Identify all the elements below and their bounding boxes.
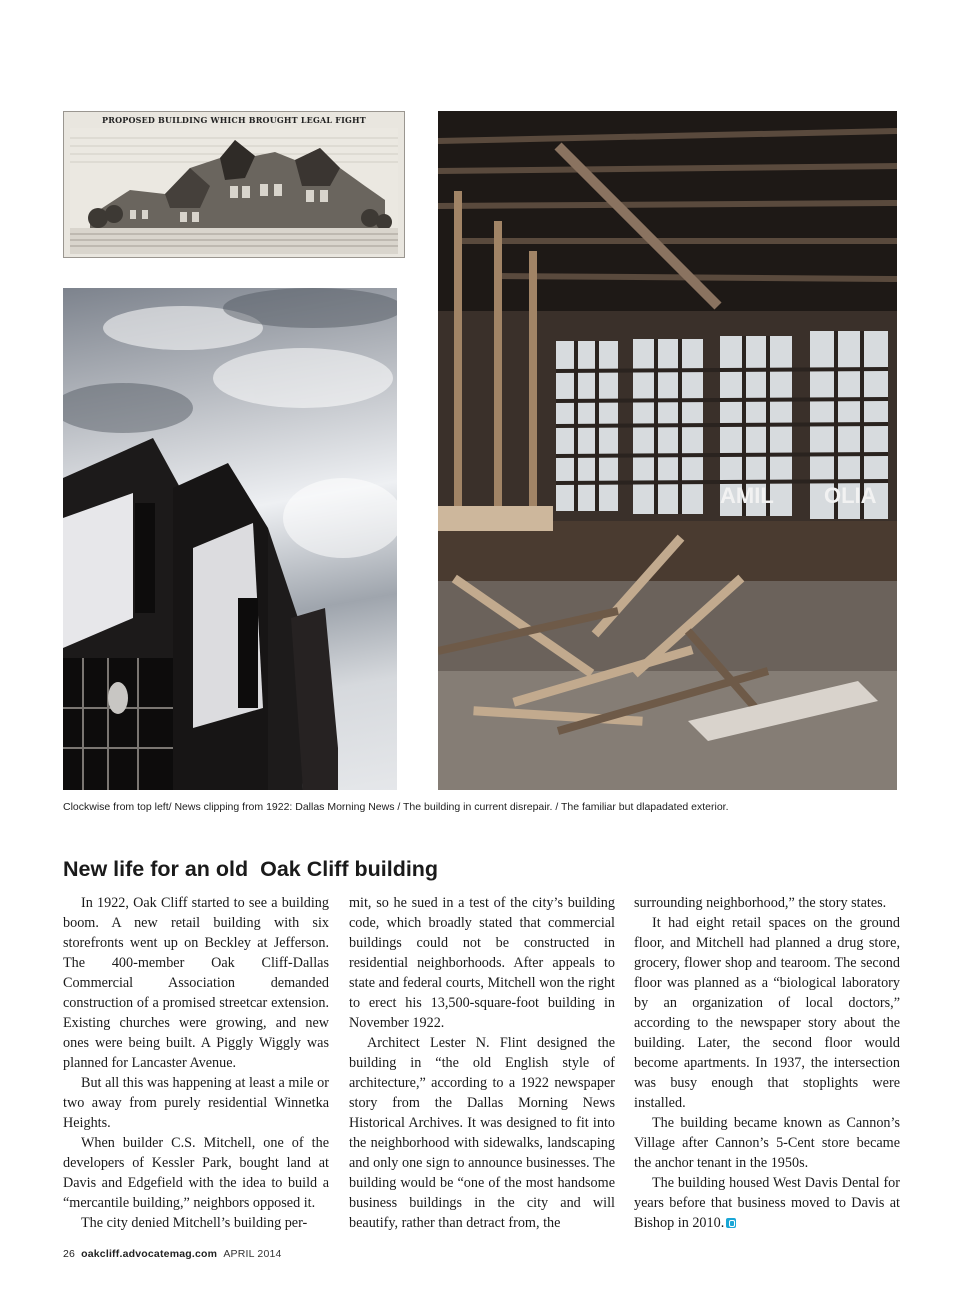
window-lettering-left: AMIL: [720, 483, 774, 508]
news-clipping-image: [63, 111, 405, 258]
article-column-3: [634, 893, 900, 1233]
paragraph: The building became known as Cannon’s Village after Cannon’s 5-Cent store became the anchor tenant in the 1950s.: [634, 1115, 900, 1171]
article-column-2: [349, 893, 615, 1233]
paragraph: Architect Lester N. Flint designed the building in “the old English style of architecture,” according to a 1922 newspaper story from the Dallas Morning News Historical Archives. It was designed to fit into the neighborhood with sidewalks, landscaping and only one sign to announce businesses. The building would be “one of the most handsome business buildings in the city and will beautify, rather than detract from, the: [349, 1035, 615, 1231]
paragraph-last: [634, 1173, 900, 1233]
paragraph: The city denied Mitchell’s building per-: [81, 1215, 308, 1231]
footer-website: oakcliff.advocatemag.com: [81, 1248, 218, 1260]
end-mark-icon: [726, 1218, 736, 1228]
paragraph: In 1922, Oak Cliff started to see a building boom. A new retail building with six storefronts went up on Beckley at Jefferson. The 400-member Oak Cliff-Dallas Commercial Association demanded construction of a promised streetcar extension. Existing churches were growing, and new ones were being built. A Piggly Wiggly was planned for Lancaster Avenue.: [63, 895, 329, 1071]
article-column-1: [63, 893, 329, 1233]
window-lettering-right: OLIA: [824, 483, 877, 508]
paragraph: It had eight retail spaces on the ground floor, and Mitchell had planned a drug store, grocery, flower shop and tearoom. The second floor was planned as a “biological laboratory by an organization of local doctors,” according to the newspaper story about the building. Later, the second floor would become apartments. In 1937, the intersection was busy enough that stoplights were installed.: [634, 915, 900, 1111]
article-headline: New life for an old Oak Cliff building: [63, 857, 439, 881]
paragraph: When builder C.S. Mitchell, one of the developers of Kessler Park, bought land at Davis and Edgefield with the idea to build a “mercantile building,” neighbors opposed it.: [63, 1135, 329, 1211]
paragraph: mit, so he sued in a test of the city’s building code, which broadly stated that commercial buildings could not be constructed in residential neighborhoods. After appeals to state and federal courts, Mitchell won the right to erect his 13,500-square-foot building in November 1922.: [349, 895, 615, 1031]
clipping-sketch: [70, 128, 398, 254]
page-number: 26: [63, 1248, 76, 1260]
paragraph-text: The building housed West Davis Dental for years before that business moved to Davis at Bishop in 2010.: [634, 1175, 900, 1231]
exterior-illustration: [63, 288, 397, 790]
building-interior-photo: [438, 111, 897, 790]
clipping-headline: PROPOSED BUILDING WHICH BROUGHT LEGAL FIGHT: [102, 115, 366, 125]
footer-issue-date: APRIL 2014: [223, 1248, 282, 1260]
interior-illustration: [438, 111, 897, 790]
building-exterior-photo: [63, 288, 397, 790]
page-footer: [63, 1248, 282, 1260]
paragraph: But all this was happening at least a mile or two away from purely residential Winnetka Heights.: [63, 1075, 329, 1131]
paragraph: surrounding neighborhood,” the story states.: [634, 895, 887, 911]
photo-caption: Clockwise from top left/ News clipping from 1922: Dallas Morning News / The building in current disrepair. / The familiar but dlapadated exterior.: [63, 801, 729, 813]
